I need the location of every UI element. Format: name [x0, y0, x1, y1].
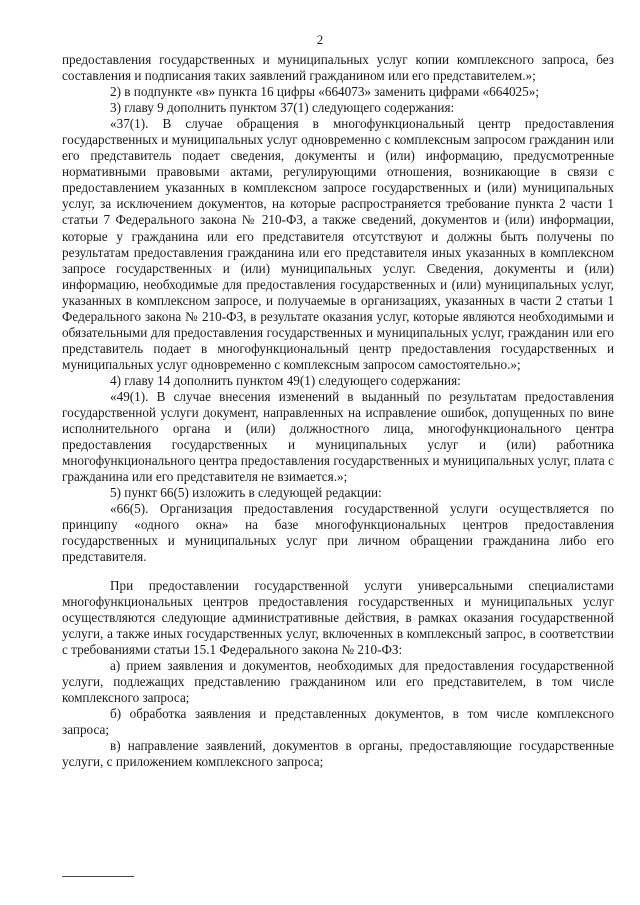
page-number: 2 — [316, 32, 324, 47]
paragraph-item-3: 3) главу 9 дополнить пунктом 37(1) следующего содержания: — [110, 100, 455, 116]
paragraph-item-2: 2) в подпункте «в» пункта 16 цифры «664073» заменить цифрами «664025»; — [110, 84, 539, 100]
footer-rule — [62, 876, 134, 877]
paragraph-subitem-b: б) обработка заявления и представленных документов, в том числе комплексного запроса; — [62, 705, 614, 737]
paragraph-item-4: 4) главу 14 дополнить пунктом 49(1) следующего содержания: — [110, 372, 461, 388]
paragraph-clause-37-1: «37(1). В случае обращения в многофункциональный центр предоставления государственных и муниципальных услуг одновременно с комплексным запросом гражданин или его представитель подает сведения, документы и (или) информацию, предусмотренные нормативными правовыми актами, регулирующими отношения, возникающие в связи с предоставлением указанных в комплексном запросе государственных и (или) муниципальных услуг, за исключением документов, на которые распространяется требование пункта 2 части 1 статьи 7 Федерального закона № 210-ФЗ, а также сведений, документов и (или) информации, которые у гражданина или его представителя отсутствуют и должны быть получены по результатам предоставления гражданина или его представителя иных указанных в комплексном запросе государственных и (или) муниципальных услуг. Сведения, документы и (или) информацию, необходимые для предоставления государственных и (или) муниципальных услуг, указанных в комплексном запросе, и получаемые в организациях, указанных в части 2 статьи 1 Федерального закона № 210-ФЗ, в результате оказания услуг, которые являются необходимыми и обязательными для предоставления государственных и муниципальных услуг, гражданин или его представитель подает в многофункциональный центр предоставления государственных и муниципальных услуг одновременно с комплексным запросом самостоятельно.»; — [62, 116, 614, 372]
paragraph-subitem-a: а) прием заявления и документов, необходимых для предоставления государственной услуги, подлежащих представлению гражданином или его представителем, в том числе комплексного запроса; — [62, 657, 614, 705]
paragraph-item-5: 5) пункт 66(5) изложить в следующей редакции: — [110, 485, 382, 501]
paragraph-continuation: предоставления государственных и муниципальных услуг копии комплексного запроса, без составления и подписания таких заявлений гражданином или его представителем.»; — [62, 52, 614, 84]
paragraph-subitem-v: в) направление заявлений, документов в органы, предоставляющие государственные услуги, с приложением комплексного запроса; — [62, 737, 614, 770]
paragraph-administrative-actions: При предоставлении государственной услуги универсальными специалистами многофункциональных центров предоставления государственных и муниципальных услуг осуществляются следующие административные действия, в рамках оказания государственной услуги, а также иных государственных услуг, включенных в комплексный запрос, в соответствии с требованиями статьи 15.1 Федерального закона № 210-ФЗ: — [62, 577, 614, 657]
paragraph-clause-66-5: «66(5). Организация предоставления государственной услуги осуществляется по принципу «одного окна» на базе многофункциональных центров предоставления государственных и муниципальных услуг при личном обращении гражданина либо его представителя. — [62, 501, 614, 565]
paragraph-clause-49-1: «49(1). В случае внесения изменений в выданный по результатам предоставления государственной услуги документ, направленных на исправление ошибок, допущенных по вине исполнительного органа и (или) должностного лица, многофункционального центра предоставления государственных и муниципальных услуг и (или) работника многофункционального центра предоставления государственных и муниципальных услуг, плата с гражданина или его представителя не взимается.»; — [62, 388, 614, 485]
document-body — [62, 52, 614, 770]
